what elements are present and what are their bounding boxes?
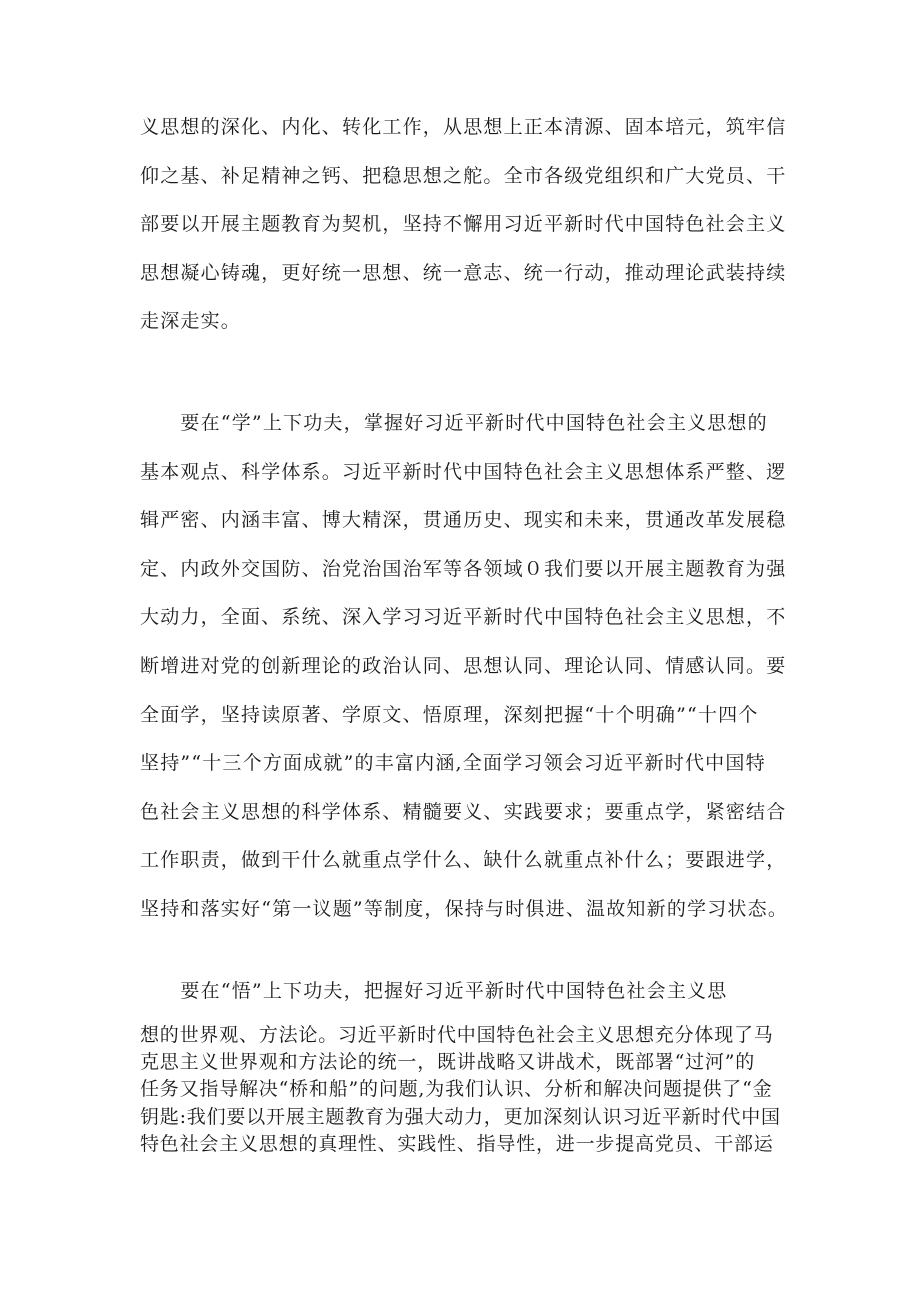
text-line: 部要以开展主题教育为契机，坚持不懈用习近平新时代中国特色社会主义 xyxy=(140,213,787,236)
text-line: 大动力，全面、系统、深入学习习近平新时代中国特色社会主义思想，不 xyxy=(140,606,787,629)
text-line: 任务又指导解决“桥和船”的问题,为我们认识、分析和解决问题提供了“金 xyxy=(140,1078,773,1101)
text-line: 钥匙:我们要以开展主题教育为强大动力，更加深刻认识习近平新时代中国 xyxy=(140,1105,781,1128)
text-line: 仰之基、补足精神之钙、把稳思想之舵。全市各级党组织和广大党员、干 xyxy=(140,164,787,187)
text-line: 辑严密、内涵丰富、博大精深，贯通历史、现实和未来，贯通改革发展稳 xyxy=(140,509,787,532)
text-line: 义思想的深化、内化、转化工作，从思想上正本清源、固本培元，筑牢信 xyxy=(140,116,787,138)
paragraph-study-section xyxy=(140,399,800,934)
paragraph-comprehend-body xyxy=(140,1022,800,1158)
paragraph-comprehend-heading xyxy=(140,967,800,1016)
text-line: 走深走实。 xyxy=(140,310,242,333)
text-line: 定、内政外交国防、治党治国治军等各领域０我们要以开展主题教育为强 xyxy=(140,557,787,580)
text-line: 坚持和落实好“第一议题”等制度，保持与时俱进、温故知新的学习状态。 xyxy=(140,897,789,920)
text-line: 色社会主义思想的科学体系、精髓要义、实践要求；要重点学，紧密结合 xyxy=(140,800,787,823)
text-line: 思想凝心铸魂，更好统一思想、统一意志、统一行动，推动理论武装持续 xyxy=(140,261,787,284)
text-line: 断增进对党的创新理论的政治认同、思想认同、理论认同、情感认同。要 xyxy=(140,654,787,677)
text-line: 想的世界观、方法论。习近平新时代中国特色社会主义思想充分体现了马 xyxy=(140,1024,774,1046)
text-line: 全面学，坚持读原著、学原文、悟原理，深刻把握“十个明确”“十四个 xyxy=(140,703,759,726)
text-line: 基本观点、科学体系。习近平新时代中国特色社会主义思想体系严整、逻 xyxy=(140,460,787,483)
paragraph-intro-continuation xyxy=(140,103,800,346)
text-line: 要在“学”上下功夫，掌握好习近平新时代中国特色社会主义思想的 xyxy=(140,412,768,434)
text-line: 坚持”“十三个方面成就”的丰富内涵,全面学习领会习近平新时代中国特 xyxy=(140,752,766,775)
text-line: 工作职责，做到干什么就重点学什么、缺什么就重点补什么；要跟进学， xyxy=(140,849,787,872)
text-line: 特色社会主义思想的真理性、实践性、指导性，进一步提高党员、干部运 xyxy=(140,1132,774,1155)
text-line: 克思主义世界观和方法论的统一，既讲战略又讲战术，既部署“过河”的 xyxy=(140,1051,756,1074)
text-line: 要在“悟”上下功夫，把握好习近平新时代中国特色社会主义思 xyxy=(140,980,728,1002)
